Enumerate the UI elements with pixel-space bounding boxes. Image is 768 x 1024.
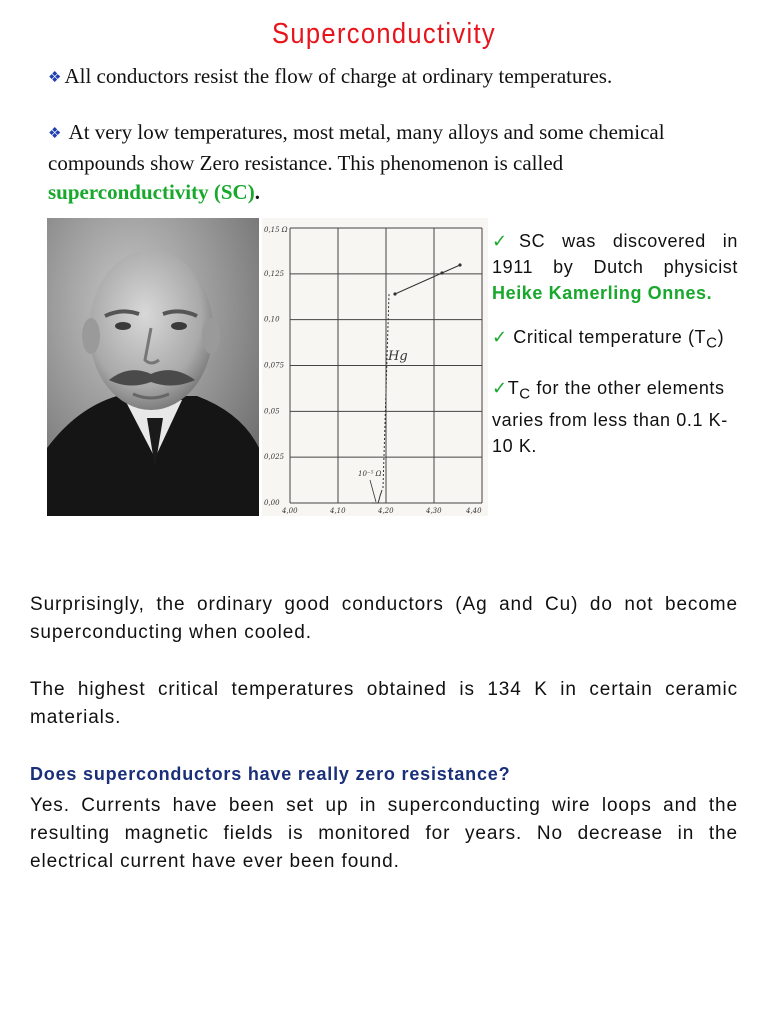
body-paragraph-2: The highest critical temperatures obtained is 134 K in certain ceramic materials. [30, 679, 738, 728]
diamond-bullet-icon: ❖ [48, 70, 62, 86]
data-point [440, 271, 443, 274]
side-note-2-text: Critical temperature (T [507, 327, 707, 347]
curve-normal [395, 265, 460, 294]
curve-label: Hg [388, 349, 408, 364]
side-note-1-text: SC was discovered in 1911 by Dutch physicist [492, 231, 738, 277]
diamond-bullet-icon: ❖ [48, 126, 62, 142]
data-point [393, 292, 396, 295]
bullet-paragraph-1 [48, 62, 748, 93]
y-tick-label: 0,10 [264, 315, 280, 324]
y-tick-label: 0,00 [264, 499, 280, 507]
x-tick-label: 4,10 [330, 507, 346, 515]
period: . [254, 180, 260, 204]
x-tick-label: 4,30 [426, 507, 442, 515]
portrait-illustration [47, 218, 259, 516]
graph-svg [262, 218, 488, 516]
bullet-paragraph-2 [48, 118, 688, 207]
y-tick-label: 0,025 [264, 453, 285, 462]
y-tick-label: 0,075 [264, 361, 285, 370]
x-tick-label: 4,20 [378, 507, 394, 515]
data-point [458, 263, 461, 266]
check-icon: ✓ [492, 231, 519, 251]
side-notes [492, 228, 738, 477]
annotation-label: 10⁻⁵ Ω [358, 470, 382, 478]
annotation-arrow [370, 480, 376, 502]
side-note-3-t: T [507, 377, 520, 398]
scientist-name: Heike Kamerling Onnes [492, 283, 707, 303]
subscript-c: C [706, 334, 718, 352]
side-note-3-text: for the other elements varies from less than 0.1 K-10 K. [492, 377, 728, 457]
body-paragraph-3: Yes. Currents have been set up in superconducting wire loops and the resulting magnetic fields is monitored for years. No decrease in the electrical current have ever been found. [30, 795, 738, 872]
subscript-c: C [519, 385, 531, 403]
page-title: Superconductivity [272, 18, 496, 50]
x-tick-label: 4,40 [466, 507, 482, 515]
side-note-2 [492, 324, 738, 357]
body-paragraph-1: Surprisingly, the ordinary good conductors (Ag and Cu) do not become superconducting when cooled. [30, 594, 738, 643]
side-note-2-end: ) [717, 327, 725, 347]
y-tick-label: 0,05 [264, 407, 280, 416]
highlight-term: superconductivity (SC) [48, 180, 255, 204]
y-tick-label: 0,125 [264, 269, 285, 278]
side-note-3 [492, 375, 738, 460]
bullet-text-1: All conductors resist the flow of charge at ordinary temperatures. [64, 64, 613, 88]
resistance-graph [262, 218, 488, 516]
portrait-photo [47, 218, 259, 516]
y-tick-label: 0,15 Ω [264, 226, 288, 234]
side-note-1 [492, 228, 738, 306]
question-heading: Does superconductors have really zero resistance? [30, 764, 511, 784]
x-tick-label: 4,00 [282, 507, 298, 515]
bullet-text-2: At very low temperatures, most metal, many alloys and some chemical compounds show Zero resistance. This phenomenon is called [48, 120, 665, 175]
check-icon: ✓ [492, 327, 508, 347]
check-icon: ✓ [492, 377, 508, 398]
side-note-1-end: . [706, 283, 713, 303]
